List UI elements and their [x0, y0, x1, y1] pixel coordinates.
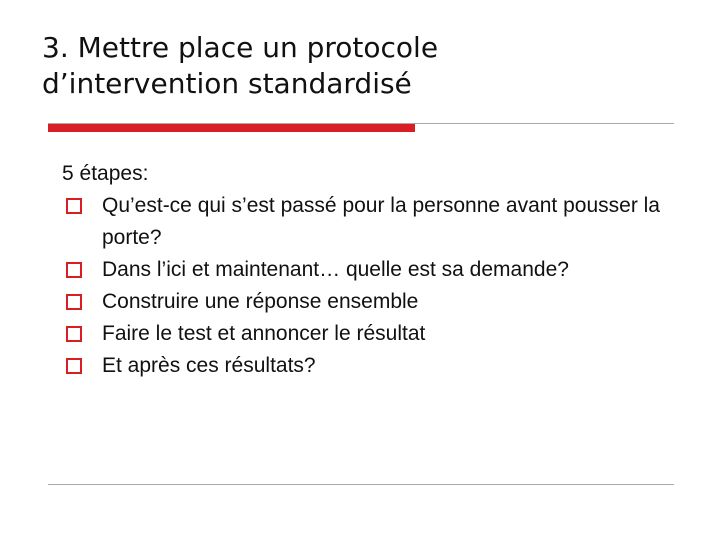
- square-outline-bullet-icon: [66, 198, 82, 214]
- slide-body: [62, 158, 682, 382]
- bullet-text: Qu’est-ce qui s’est passé pour la personne avant pousser la porte?: [102, 194, 660, 249]
- slide-title-line-1: 3. Mettre place un protocole: [42, 31, 439, 64]
- bullet-item: [62, 254, 682, 286]
- footer-rule: [48, 484, 674, 485]
- bullet-item: [62, 318, 682, 350]
- square-outline-bullet-icon: [66, 358, 82, 374]
- bullet-text: Construire une réponse ensemble: [102, 290, 419, 313]
- bullet-text: Dans l’ici et maintenant… quelle est sa demande?: [102, 258, 569, 281]
- bullet-item: [62, 190, 682, 254]
- bullet-list: [62, 190, 682, 382]
- square-outline-bullet-icon: [66, 294, 82, 310]
- slide-title-line-2: d’intervention standardisé: [42, 67, 412, 100]
- square-outline-bullet-icon: [66, 262, 82, 278]
- square-outline-bullet-icon: [66, 326, 82, 342]
- bullet-text: Et après ces résultats?: [102, 354, 316, 377]
- bullet-item: [62, 350, 682, 382]
- bullet-item: [62, 286, 682, 318]
- intro-text: 5 étapes:: [62, 162, 149, 185]
- title-accent-bar: [48, 124, 415, 132]
- bullet-text: Faire le test et annoncer le résultat: [102, 322, 426, 345]
- slide-title: [42, 30, 682, 102]
